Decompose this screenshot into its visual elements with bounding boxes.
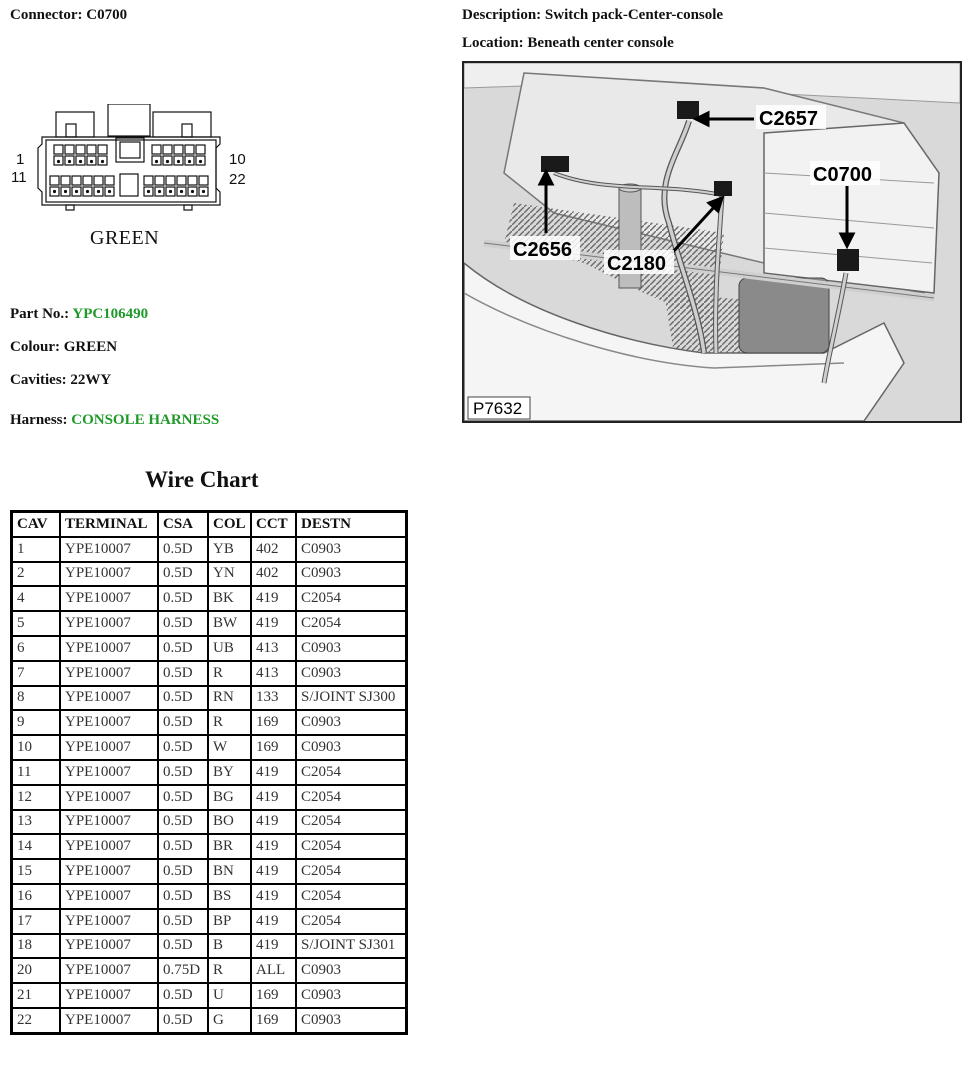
cell-destn: C2054 bbox=[296, 859, 407, 884]
cell-col: BW bbox=[208, 611, 251, 636]
cavities-label: Cavities: bbox=[10, 372, 67, 388]
cell-cct: 169 bbox=[251, 983, 296, 1008]
table-row bbox=[12, 686, 407, 711]
cell-cav: 12 bbox=[12, 785, 61, 810]
description bbox=[462, 7, 723, 24]
cell-csa: 0.5D bbox=[158, 686, 208, 711]
cell-destn: C2054 bbox=[296, 884, 407, 909]
wire-chart-body bbox=[12, 537, 407, 1033]
connector-label: Connector: bbox=[10, 7, 83, 23]
table-row bbox=[12, 710, 407, 735]
cell-cav: 11 bbox=[12, 760, 61, 785]
cell-destn: C0903 bbox=[296, 1008, 407, 1033]
location bbox=[462, 35, 674, 52]
cell-csa: 0.5D bbox=[158, 661, 208, 686]
colour bbox=[10, 339, 117, 356]
cell-destn: C0903 bbox=[296, 537, 407, 562]
cell-col: BN bbox=[208, 859, 251, 884]
harness bbox=[10, 412, 219, 429]
cell-terminal: YPE10007 bbox=[60, 909, 158, 934]
cell-destn: S/JOINT SJ300 bbox=[296, 686, 407, 711]
cell-csa: 0.75D bbox=[158, 958, 208, 983]
column-header-cct: CCT bbox=[251, 512, 296, 537]
cell-destn: C2054 bbox=[296, 785, 407, 810]
colour-value: GREEN bbox=[63, 339, 118, 355]
cell-col: W bbox=[208, 735, 251, 760]
colour-label: Colour: bbox=[10, 339, 60, 355]
table-row bbox=[12, 934, 407, 959]
cell-destn: C0903 bbox=[296, 661, 407, 686]
cell-csa: 0.5D bbox=[158, 834, 208, 859]
cell-cav: 14 bbox=[12, 834, 61, 859]
cell-terminal: YPE10007 bbox=[60, 686, 158, 711]
cell-terminal: YPE10007 bbox=[60, 636, 158, 661]
cell-col: U bbox=[208, 983, 251, 1008]
cell-cct: 413 bbox=[251, 661, 296, 686]
cell-cct: 419 bbox=[251, 934, 296, 959]
table-row bbox=[12, 958, 407, 983]
cell-col: BO bbox=[208, 810, 251, 835]
column-header-destn: DESTN bbox=[296, 512, 407, 537]
location-photo-illustration bbox=[464, 63, 960, 421]
cell-col: UB bbox=[208, 636, 251, 661]
cell-col: R bbox=[208, 661, 251, 686]
cell-col: BG bbox=[208, 785, 251, 810]
cell-col: G bbox=[208, 1008, 251, 1033]
cell-destn: C0903 bbox=[296, 983, 407, 1008]
table-row bbox=[12, 909, 407, 934]
cell-terminal: YPE10007 bbox=[60, 586, 158, 611]
cell-terminal: YPE10007 bbox=[60, 834, 158, 859]
cell-cav: 5 bbox=[12, 611, 61, 636]
cell-terminal: YPE10007 bbox=[60, 859, 158, 884]
connector-color-label: GREEN bbox=[90, 227, 160, 249]
cell-csa: 0.5D bbox=[158, 760, 208, 785]
cell-terminal: YPE10007 bbox=[60, 810, 158, 835]
cell-cct: 402 bbox=[251, 537, 296, 562]
cell-col: BK bbox=[208, 586, 251, 611]
cell-destn: C2054 bbox=[296, 611, 407, 636]
cell-destn: C0903 bbox=[296, 562, 407, 587]
cell-col: B bbox=[208, 934, 251, 959]
table-row bbox=[12, 735, 407, 760]
cell-csa: 0.5D bbox=[158, 735, 208, 760]
table-row bbox=[12, 810, 407, 835]
description-label: Description: bbox=[462, 7, 542, 23]
table-row bbox=[12, 586, 407, 611]
cell-csa: 0.5D bbox=[158, 934, 208, 959]
cell-cav: 9 bbox=[12, 710, 61, 735]
cell-cct: 402 bbox=[251, 562, 296, 587]
cell-csa: 0.5D bbox=[158, 611, 208, 636]
cell-destn: C0903 bbox=[296, 958, 407, 983]
cell-terminal: YPE10007 bbox=[60, 735, 158, 760]
column-header-cav: CAV bbox=[12, 512, 61, 537]
cell-cct: 419 bbox=[251, 810, 296, 835]
connector-id bbox=[10, 7, 127, 24]
part-number-label: Part No.: bbox=[10, 306, 70, 322]
cell-cct: 133 bbox=[251, 686, 296, 711]
cell-cct: 419 bbox=[251, 586, 296, 611]
cell-cav: 21 bbox=[12, 983, 61, 1008]
callout-c0700: C0700 bbox=[813, 164, 872, 186]
table-row bbox=[12, 562, 407, 587]
connector-value: C0700 bbox=[86, 7, 128, 23]
pin-label-10: 10 bbox=[229, 151, 246, 168]
cell-destn: C2054 bbox=[296, 586, 407, 611]
column-header-csa: CSA bbox=[158, 512, 208, 537]
cell-col: YB bbox=[208, 537, 251, 562]
table-row bbox=[12, 661, 407, 686]
table-row bbox=[12, 760, 407, 785]
cell-cav: 8 bbox=[12, 686, 61, 711]
table-row bbox=[12, 859, 407, 884]
cell-csa: 0.5D bbox=[158, 710, 208, 735]
description-value: Switch pack-Center-console bbox=[544, 7, 724, 23]
table-row bbox=[12, 537, 407, 562]
cell-terminal: YPE10007 bbox=[60, 983, 158, 1008]
cell-terminal: YPE10007 bbox=[60, 537, 158, 562]
cell-cav: 20 bbox=[12, 958, 61, 983]
table-row bbox=[12, 636, 407, 661]
cell-terminal: YPE10007 bbox=[60, 611, 158, 636]
cell-terminal: YPE10007 bbox=[60, 562, 158, 587]
cell-terminal: YPE10007 bbox=[60, 661, 158, 686]
cell-cct: ALL bbox=[251, 958, 296, 983]
table-row bbox=[12, 834, 407, 859]
pin-label-1: 1 bbox=[16, 151, 25, 168]
cell-col: YN bbox=[208, 562, 251, 587]
cell-cav: 1 bbox=[12, 537, 61, 562]
part-number bbox=[10, 306, 148, 323]
harness-label: Harness: bbox=[10, 412, 68, 428]
cavities bbox=[10, 372, 111, 389]
cell-destn: C0903 bbox=[296, 735, 407, 760]
cell-terminal: YPE10007 bbox=[60, 884, 158, 909]
part-number-value: YPC106490 bbox=[72, 306, 149, 322]
table-row bbox=[12, 983, 407, 1008]
cell-csa: 0.5D bbox=[158, 810, 208, 835]
cell-cav: 6 bbox=[12, 636, 61, 661]
cell-terminal: YPE10007 bbox=[60, 934, 158, 959]
cell-cct: 419 bbox=[251, 859, 296, 884]
table-row bbox=[12, 611, 407, 636]
callout-c2656: C2656 bbox=[513, 239, 572, 261]
cell-destn: C2054 bbox=[296, 810, 407, 835]
table-row bbox=[12, 884, 407, 909]
cell-terminal: YPE10007 bbox=[60, 710, 158, 735]
table-row bbox=[12, 785, 407, 810]
cell-cct: 419 bbox=[251, 611, 296, 636]
cell-col: BY bbox=[208, 760, 251, 785]
cavities-value: 22WY bbox=[70, 372, 112, 388]
location-photo bbox=[462, 61, 962, 423]
cell-terminal: YPE10007 bbox=[60, 785, 158, 810]
cell-destn: C0903 bbox=[296, 710, 407, 735]
cell-cct: 169 bbox=[251, 735, 296, 760]
cell-terminal: YPE10007 bbox=[60, 958, 158, 983]
wire-chart-table bbox=[10, 510, 408, 1035]
cell-csa: 0.5D bbox=[158, 636, 208, 661]
table-header-row bbox=[12, 512, 407, 537]
cell-csa: 0.5D bbox=[158, 562, 208, 587]
cell-destn: C2054 bbox=[296, 760, 407, 785]
cell-cct: 413 bbox=[251, 636, 296, 661]
cell-cav: 15 bbox=[12, 859, 61, 884]
cell-cav: 16 bbox=[12, 884, 61, 909]
cell-cav: 22 bbox=[12, 1008, 61, 1033]
callout-c2180: C2180 bbox=[607, 253, 666, 275]
cell-csa: 0.5D bbox=[158, 1008, 208, 1033]
column-header-col: COL bbox=[208, 512, 251, 537]
cell-col: R bbox=[208, 710, 251, 735]
cell-col: BS bbox=[208, 884, 251, 909]
cell-cct: 169 bbox=[251, 1008, 296, 1033]
pin-label-11: 11 bbox=[11, 169, 27, 186]
cell-cav: 13 bbox=[12, 810, 61, 835]
cell-csa: 0.5D bbox=[158, 586, 208, 611]
cell-cav: 7 bbox=[12, 661, 61, 686]
connector-face-diagram bbox=[36, 104, 226, 214]
cell-cav: 2 bbox=[12, 562, 61, 587]
cell-cct: 419 bbox=[251, 884, 296, 909]
cell-col: RN bbox=[208, 686, 251, 711]
location-value: Beneath center console bbox=[527, 35, 674, 51]
cell-terminal: YPE10007 bbox=[60, 760, 158, 785]
harness-value: CONSOLE HARNESS bbox=[71, 412, 220, 428]
cell-csa: 0.5D bbox=[158, 909, 208, 934]
cell-destn: C2054 bbox=[296, 909, 407, 934]
cell-cct: 419 bbox=[251, 760, 296, 785]
cell-col: BP bbox=[208, 909, 251, 934]
table-row bbox=[12, 1008, 407, 1033]
cell-cav: 17 bbox=[12, 909, 61, 934]
cell-destn: S/JOINT SJ301 bbox=[296, 934, 407, 959]
cell-csa: 0.5D bbox=[158, 785, 208, 810]
photo-reference: P7632 bbox=[473, 399, 523, 418]
column-header-terminal: TERMINAL bbox=[60, 512, 158, 537]
cell-cav: 10 bbox=[12, 735, 61, 760]
cell-terminal: YPE10007 bbox=[60, 1008, 158, 1033]
cell-cct: 419 bbox=[251, 909, 296, 934]
wire-chart-title: Wire Chart bbox=[145, 467, 259, 492]
cell-csa: 0.5D bbox=[158, 537, 208, 562]
cell-csa: 0.5D bbox=[158, 983, 208, 1008]
cell-csa: 0.5D bbox=[158, 859, 208, 884]
cell-cct: 169 bbox=[251, 710, 296, 735]
callout-c2657: C2657 bbox=[759, 108, 818, 130]
pin-label-22: 22 bbox=[229, 171, 246, 188]
cell-col: R bbox=[208, 958, 251, 983]
cell-destn: C2054 bbox=[296, 834, 407, 859]
cell-col: BR bbox=[208, 834, 251, 859]
cell-csa: 0.5D bbox=[158, 884, 208, 909]
cell-cct: 419 bbox=[251, 834, 296, 859]
location-label: Location: bbox=[462, 35, 524, 51]
cell-cct: 419 bbox=[251, 785, 296, 810]
cell-cav: 18 bbox=[12, 934, 61, 959]
cell-destn: C0903 bbox=[296, 636, 407, 661]
cell-cav: 4 bbox=[12, 586, 61, 611]
